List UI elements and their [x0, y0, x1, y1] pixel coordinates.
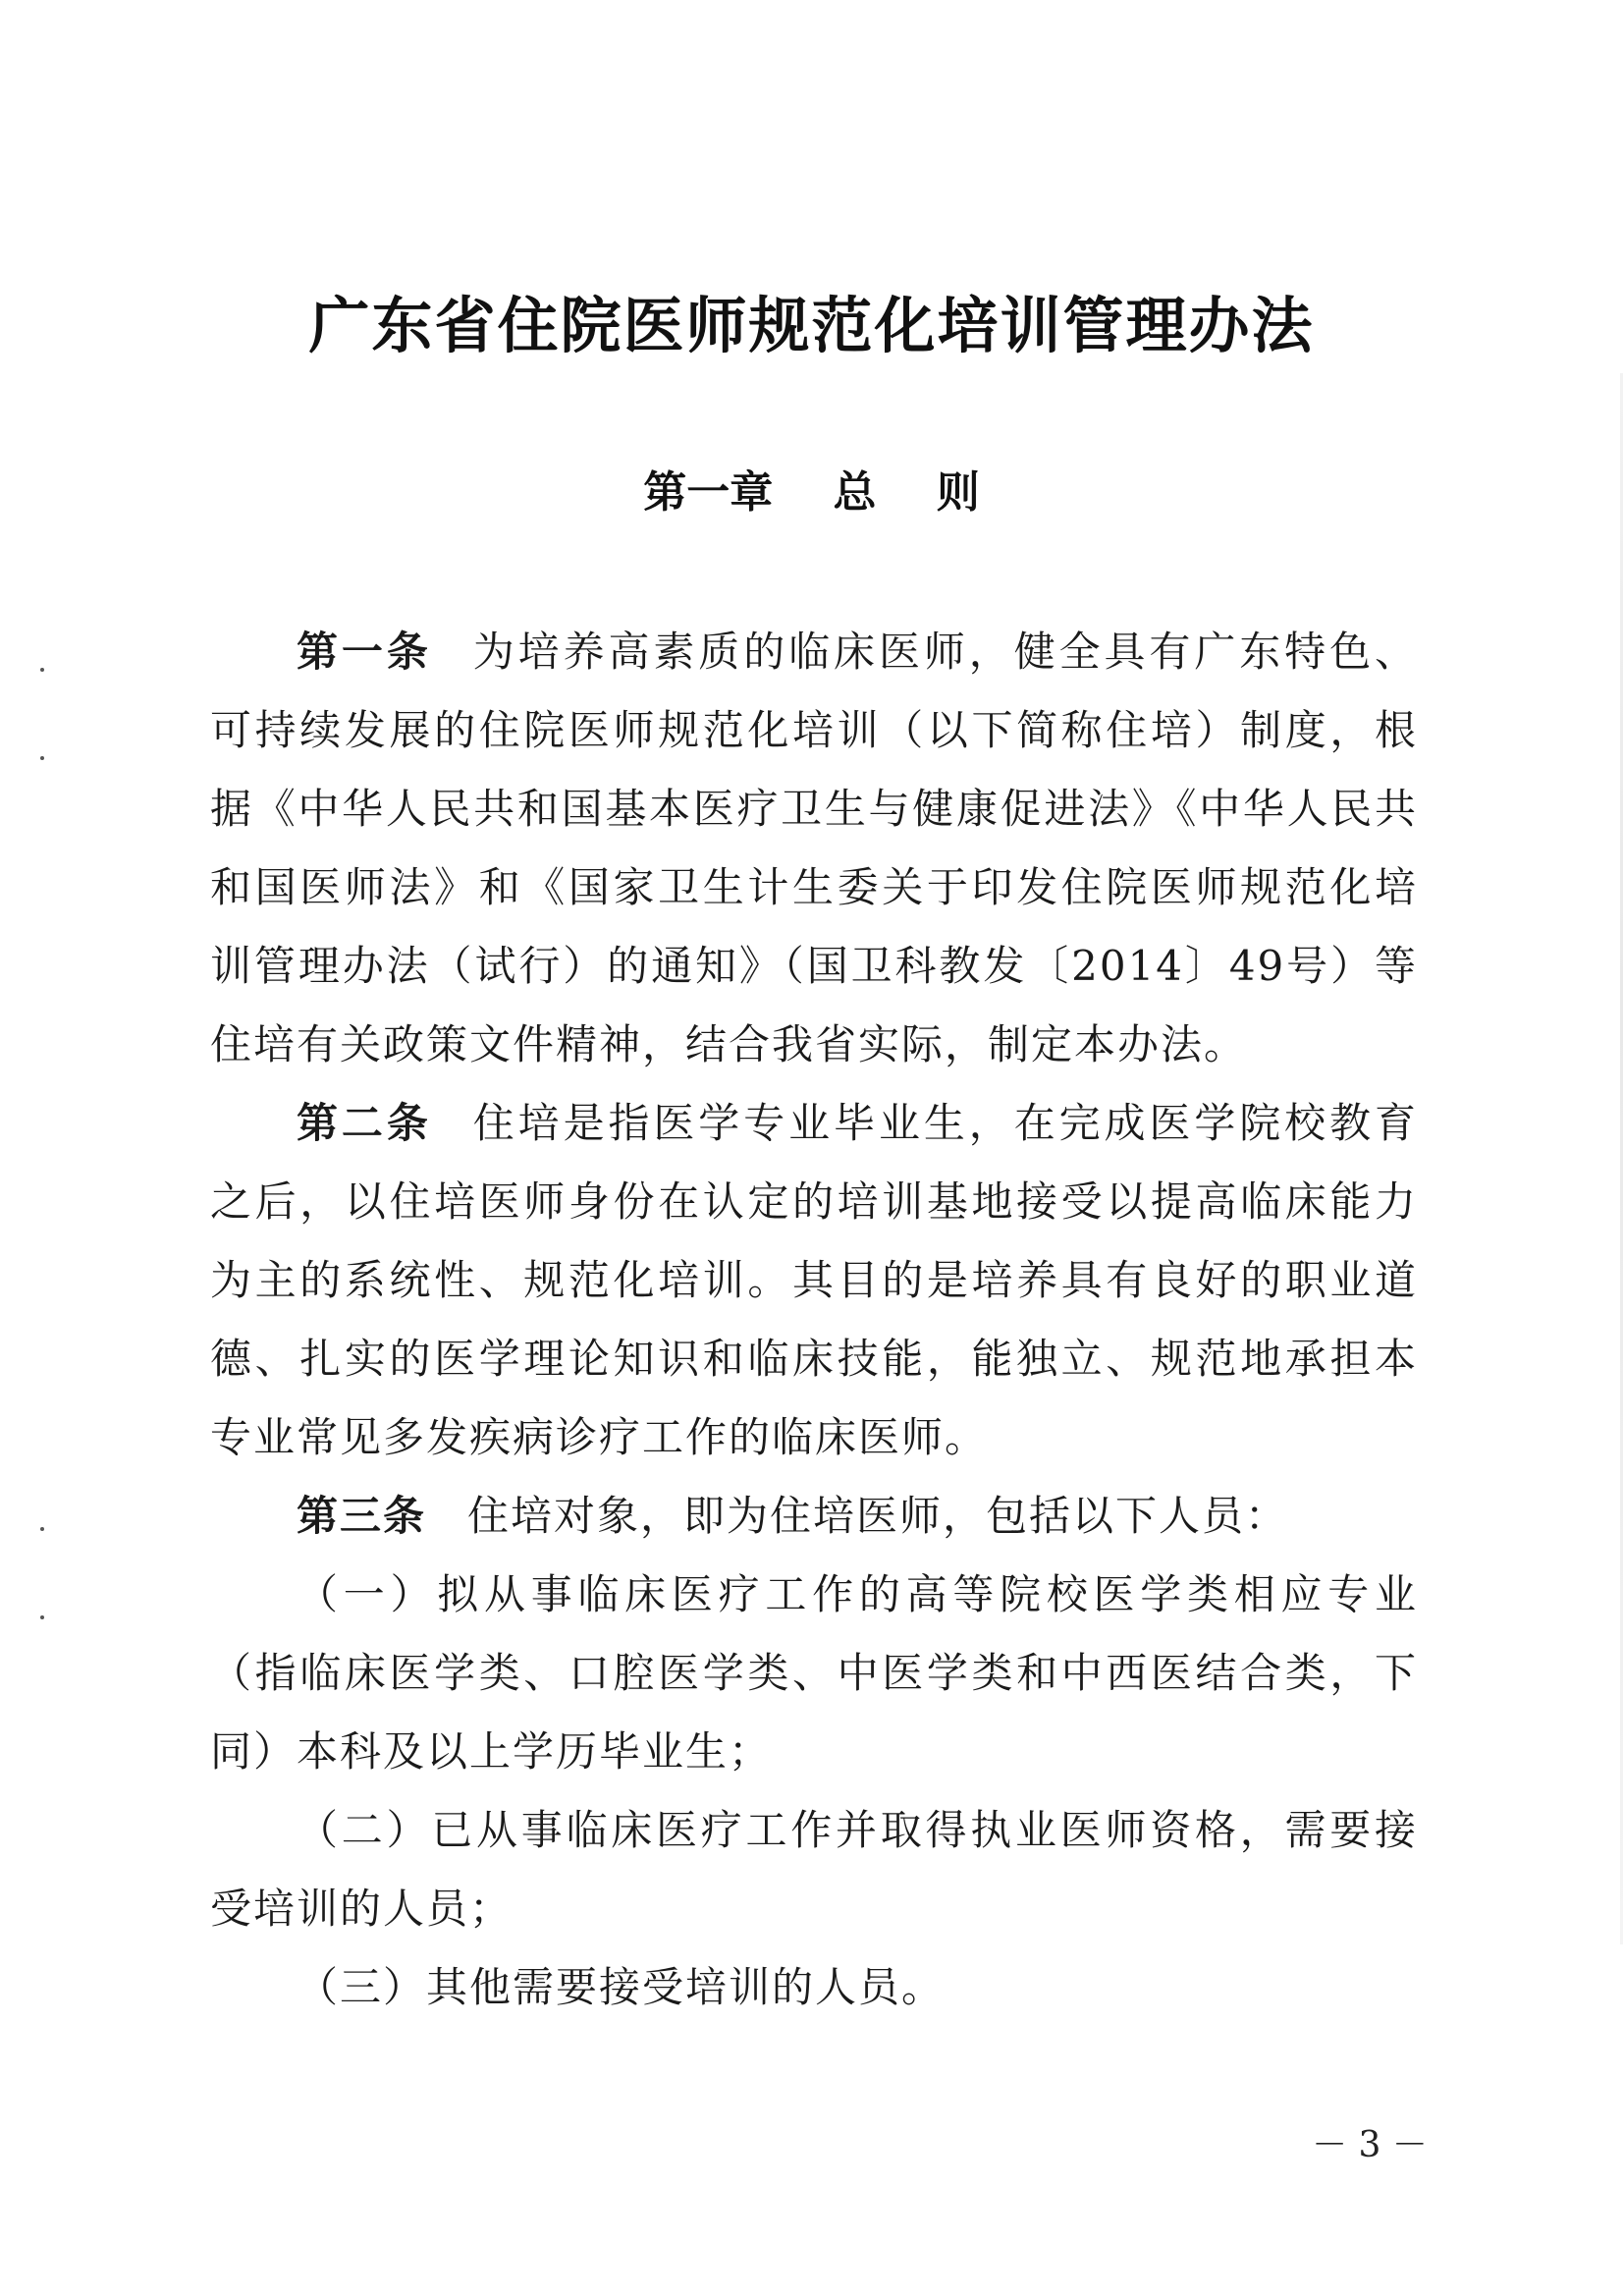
article-label: 第二条	[297, 1099, 432, 1147]
article-3	[210, 1477, 1418, 1556]
list-item-2: （二）已从事临床医疗工作并取得执业医师资格，需要接受培训的人员；	[210, 1806, 1418, 1933]
article-label: 第一条	[297, 628, 432, 676]
list-item-3: （三）其他需要接受培训的人员。	[297, 1963, 946, 2011]
article-text: 为培养高素质的临床医师，健全具有广东特色、可持续发展的住院医师规范化培训（以下简称住培）制度，根据《中华人民共和国基本医疗卫生与健康促进法》《中华人民共和国医师法》和《国家卫生计生委关于印发住院医师规范化培训管理办法（试行）的通知》（国卫科教发〔2014〕49号）等住培有关政策文件精神，结合我省实际，制定本办法。	[210, 628, 1418, 1068]
scan-punch-mark	[40, 756, 44, 760]
document-title: 广东省住院医师规范化培训管理办法	[308, 290, 1315, 361]
scan-punch-mark	[40, 668, 44, 672]
article-2	[210, 1084, 1418, 1477]
scan-punch-mark	[40, 1527, 44, 1531]
article-text: 住培是指医学专业毕业生，在完成医学院校教育之后，以住培医师身份在认定的培训基地接受以提高临床能力为主的系统性、规范化培训。其目的是培养具有良好的职业道德、扎实的医学理论知识和临床技能，能独立、规范地承担本专业常见多发疾病诊疗工作的临床医师。	[210, 1099, 1418, 1461]
article-label: 第三条	[297, 1492, 427, 1540]
page-number: － 3 －	[1312, 2125, 1428, 2165]
scan-punch-mark	[40, 1615, 44, 1619]
list-item-1: （一）拟从事临床医疗工作的高等院校医学类相应专业（指临床医学类、口腔医学类、中医学类和中西医结合类，下同）本科及以上学历毕业生；	[210, 1570, 1418, 1776]
document-body	[210, 613, 1418, 2027]
article-1	[210, 613, 1418, 1084]
chapter-heading: 第一章 总 则	[643, 467, 980, 518]
article-text: 住培对象，即为住培医师，包括以下人员：	[467, 1492, 1289, 1540]
